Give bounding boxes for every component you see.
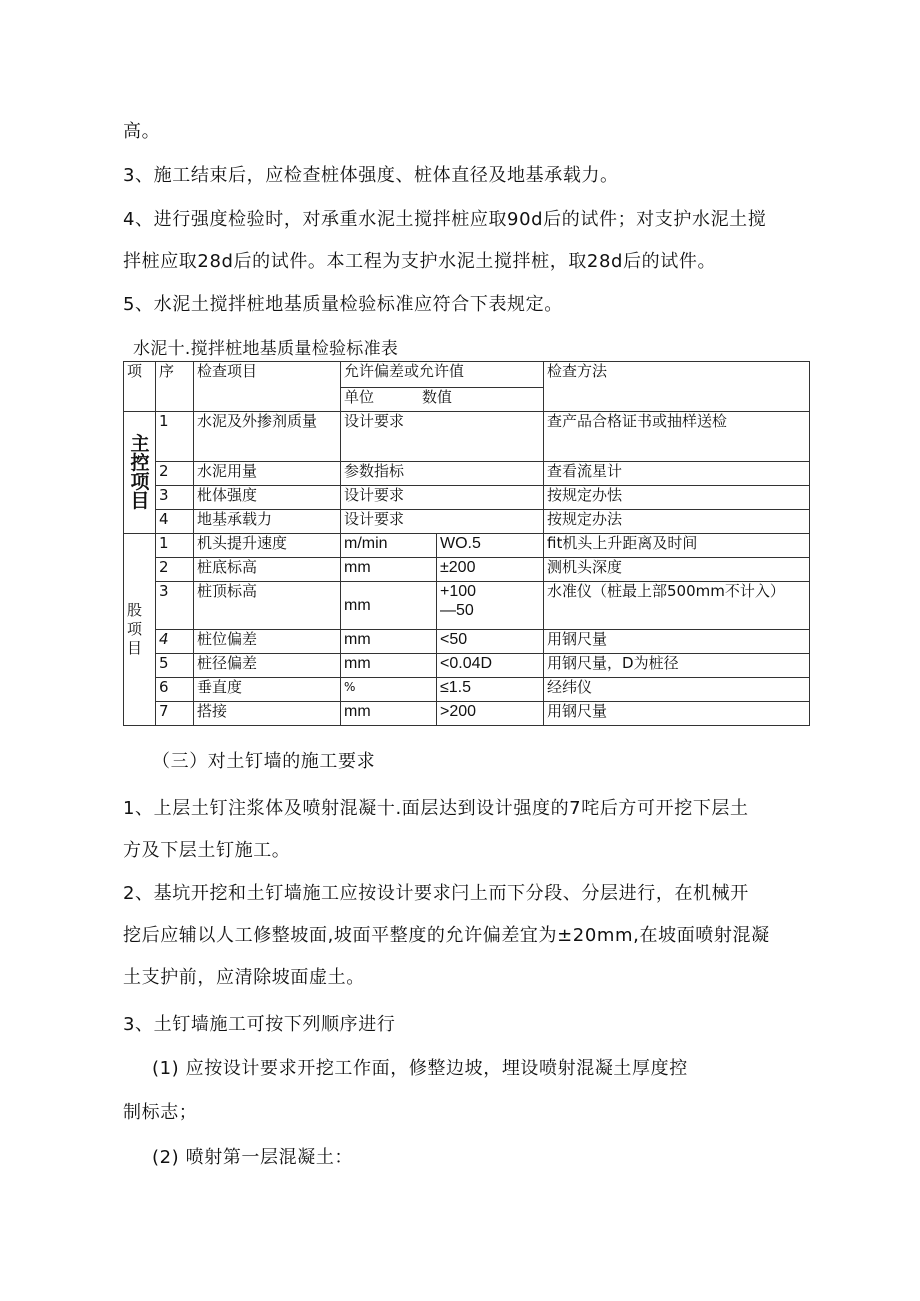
row-seq: 2 (156, 462, 194, 486)
paragraph-line: 拌桩应取28d后的试件。本工程为支护水泥土搅拌桩，取28d后的试件。 (123, 251, 717, 272)
row-item: 水泥及外掺剂质量 (194, 412, 341, 462)
group-general: 股项目 (124, 534, 156, 726)
row-seq: 7 (156, 702, 194, 726)
table-row (124, 412, 810, 462)
row-item: 地基承载力 (194, 510, 341, 534)
paragraph-line: 方及下层土钉施工。 (123, 840, 291, 861)
row-method: 用钢尺量 (544, 630, 810, 654)
row-item: 机头提升速度 (194, 534, 341, 558)
row-seq: 4 (156, 630, 194, 654)
paragraph-line: 2、基坑开挖和土钉墙施工应按设计要求闩上而下分段、分层进行，在机械开 (123, 883, 749, 904)
row-seq: 3 (156, 582, 194, 630)
row-item: 水泥用量 (194, 462, 341, 486)
paragraph-line: 3、土钉墙施工可按下列顺序进行 (123, 1014, 396, 1035)
group-main-control: 主控项目 (124, 412, 156, 534)
quality-standard-table (123, 361, 810, 726)
row-method: 水准仪（桩最上部500mm不计入） (544, 582, 810, 630)
row-item: 桩位偏差 (194, 630, 341, 654)
row-item: 桩顶标高 (194, 582, 341, 630)
row-seq: 4 (156, 510, 194, 534)
row-item: 枇体强度 (194, 486, 341, 510)
row-unit: mm (341, 558, 437, 582)
header-method: 检查方法 (544, 362, 810, 412)
row-unit: mm (341, 702, 437, 726)
row-item: 搭接 (194, 702, 341, 726)
row-unit: mm (341, 630, 437, 654)
row-item: 垂直度 (194, 678, 341, 702)
row-tolerance: 设计要求 (341, 510, 544, 534)
row-method: 按规定办怯 (544, 486, 810, 510)
row-value: ≤1.5 (437, 678, 544, 702)
row-value: >200 (437, 702, 544, 726)
row-method: 用钢尺量，D为桩径 (544, 654, 810, 678)
header-unit: 单位 (344, 388, 375, 406)
paragraph-line: 5、水泥土搅拌桩地基质量检验标准应符合下表规定。 (123, 294, 563, 315)
section-heading: （三）对土钉墙的施工要求 (152, 751, 376, 772)
row-seq: 3 (156, 486, 194, 510)
row-method: 按规定办法 (544, 510, 810, 534)
row-seq: 5 (156, 654, 194, 678)
header-tolerance: 允许偏差或允许值 (341, 362, 544, 388)
row-value: <50 (437, 630, 544, 654)
row-unit: m/min (341, 534, 437, 558)
row-value-lower: —50 (440, 602, 474, 619)
paragraph-line: (1) 应按设计要求开挖工作面，修整边坡，埋设喷射混凝土厚度控 (152, 1058, 688, 1079)
table-row (124, 534, 810, 558)
row-value: <0.04D (437, 654, 544, 678)
row-tolerance: 设计要求 (341, 486, 544, 510)
header-unit-value (341, 388, 544, 412)
table-row (124, 462, 810, 486)
row-seq: 1 (156, 412, 194, 462)
paragraph-line: (2) 喷射第一层混凝土： (152, 1147, 354, 1168)
header-seq: 序 (156, 362, 194, 412)
table-row (124, 678, 810, 702)
row-method: 测机头深度 (544, 558, 810, 582)
row-method: 查看流星计 (544, 462, 810, 486)
row-method: 用钢尺量 (544, 702, 810, 726)
table-row (124, 630, 810, 654)
row-unit: mm (341, 582, 437, 630)
row-item: 桩径偏差 (194, 654, 341, 678)
header-value: 数值 (422, 388, 453, 406)
row-value: ±200 (437, 558, 544, 582)
row-method: 经纬仪 (544, 678, 810, 702)
row-value-upper: +100 (440, 583, 477, 600)
table-row (124, 558, 810, 582)
paragraph-line: 挖后应辅以人工修整坡面,坡面平整度的允许偏差宜为±20mm,在坡面喷射混凝 (123, 925, 770, 946)
row-value (437, 582, 544, 630)
table-caption: 水泥十.搅拌桩地基质量检验标准表 (133, 339, 399, 359)
row-unit: % (341, 678, 437, 702)
table-row (124, 702, 810, 726)
paragraph-line: 土支护前，应清除坡面虚土。 (123, 967, 365, 988)
row-tolerance: 设计要求 (341, 412, 544, 462)
row-value: WO.5 (437, 534, 544, 558)
table-row (124, 510, 810, 534)
table-row (124, 654, 810, 678)
row-seq: 6 (156, 678, 194, 702)
paragraph-line: 1、上层土钉注浆体及喷射混凝十.面层达到设计强度的7咤后方可开挖下层土 (123, 798, 749, 819)
paragraph-line: 制标志； (123, 1102, 198, 1123)
row-unit: mm (341, 654, 437, 678)
paragraph-line: 3、施工结束后，应检查桩体强度、桩体直径及地基承载力。 (123, 165, 619, 186)
row-seq: 1 (156, 534, 194, 558)
header-item: 项 (124, 362, 156, 412)
row-method: 查产品合格证书或抽样送检 (544, 412, 810, 462)
table-row (124, 582, 810, 630)
row-method: fit机头上升距离及时间 (544, 534, 810, 558)
paragraph-line: 4、进行强度检验时，对承重水泥土搅拌桩应取90d后的试件；对支护水泥土搅 (123, 209, 767, 230)
header-check-item: 检查项目 (194, 362, 341, 412)
row-seq: 2 (156, 558, 194, 582)
table-header-row (124, 362, 810, 388)
table-row (124, 486, 810, 510)
row-tolerance: 参数指标 (341, 462, 544, 486)
row-item: 桩底标高 (194, 558, 341, 582)
paragraph-line: 高。 (123, 121, 161, 142)
